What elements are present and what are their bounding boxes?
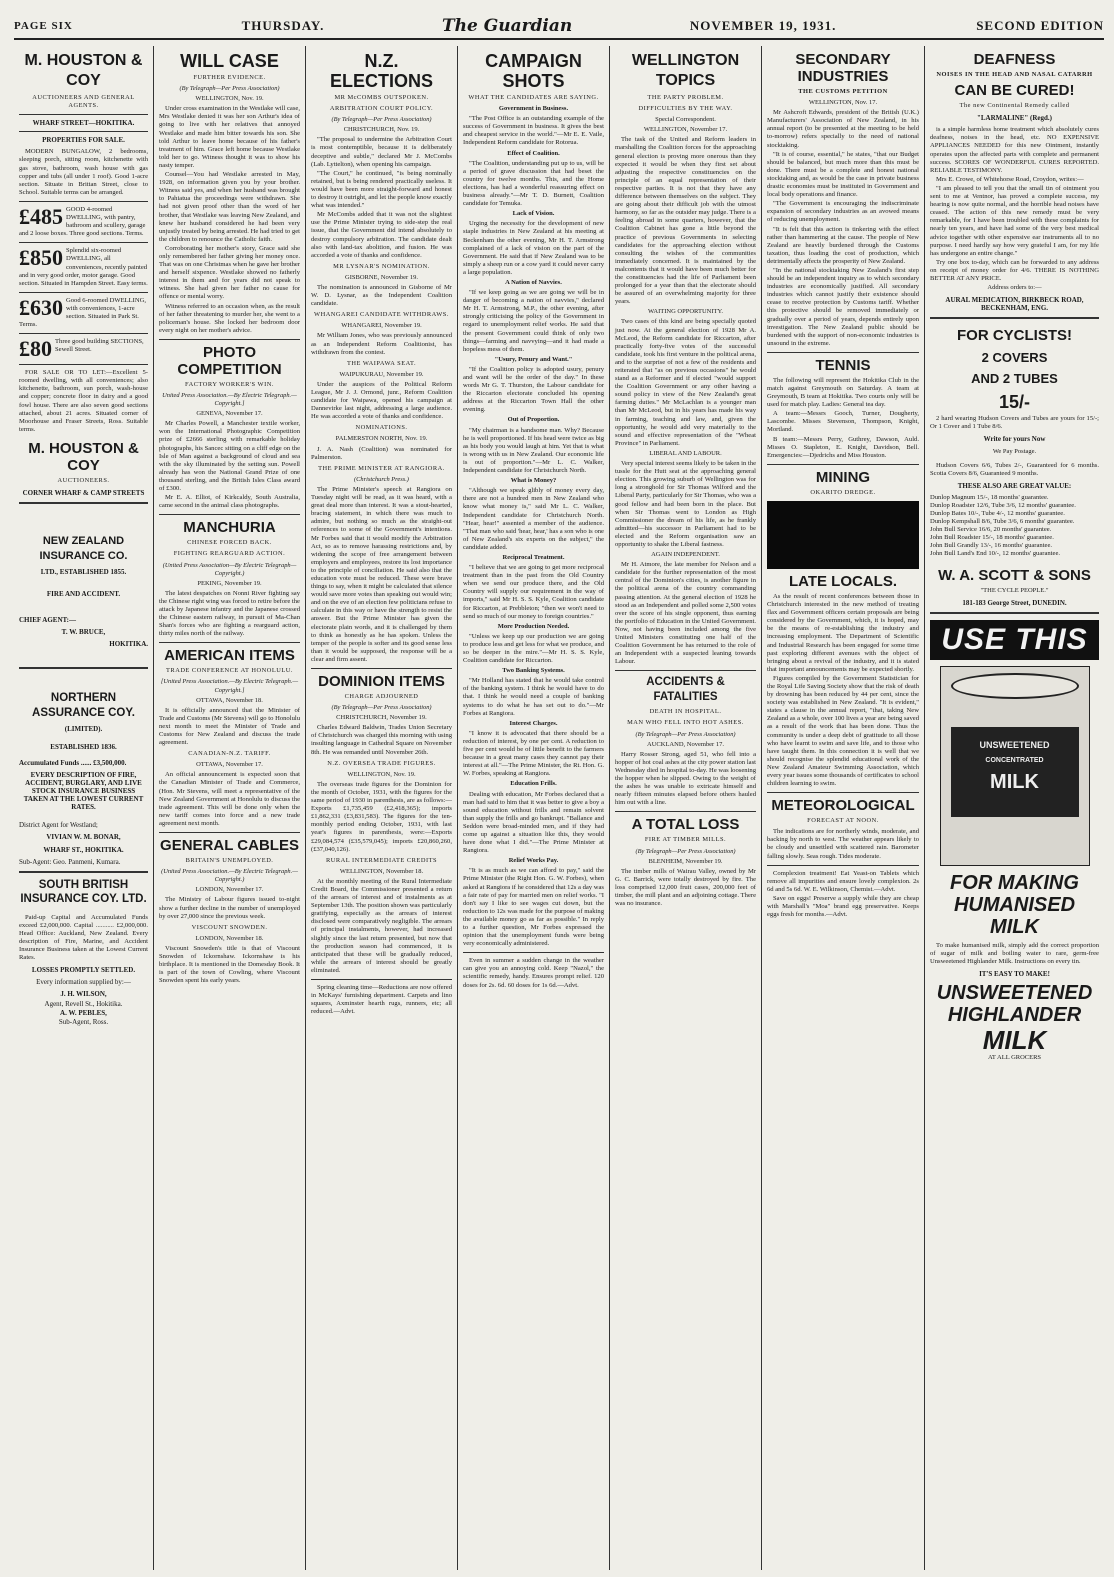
subhead: CANADIAN-N.Z. TARIFF. <box>188 750 271 758</box>
subhead: THE PRIME MINISTER AT RANGIORA. <box>318 464 445 472</box>
article-paragraph: The latest despatches on Nonni River fighting say the Chinese right wing was forced to retire before the attack by Japanese infantry and the Japanese crossed the Chinese eastern railway, in pursuit of Ma-Chan Shan's forces who are fighting a rearguard action, thirty miles north of the railway. <box>159 589 300 638</box>
dateline: WELLINGTON, Nov. 19. <box>347 770 416 778</box>
kicker: Government in Business. <box>498 105 569 113</box>
ad-making-milk: FOR MAKING HUMANISED MILK <box>950 871 1079 938</box>
ad-remedy-line: The new Continental Remedy called <box>959 102 1070 110</box>
dateline: WELLINGTON, November 17. <box>643 126 728 134</box>
article-paragraph: Under cross examination in the Westlake will case, Mrs Westlake denied it was her son Arthur's idea of going to live with her relatives that annoyed Westlake and made him bitter towards his son. She told Arthur to leave home because of his father's treatment of him. Grace left home because Westlake told her to go. Witness thought it was to show his nasty temper. <box>159 105 300 169</box>
article-paragraph: "Although we speak glibly of money every day, there are not a hundred men in New Zealand who know what money is," said Mr L. C. Walker, Independent candidate for Christchurch North. "Hear, hear!" assented a member of the audience. "That man who said 'hear, hear,' has a son who is one of New Zealand's six experts on the subject," the candidate added. <box>463 487 604 551</box>
ad-cyclists: FOR CYCLISTS! <box>957 327 1072 345</box>
south-british-heading: SOUTH BRITISH INSURANCE COY. LTD. <box>20 878 147 905</box>
ad-scott-sub: "THE CYCLE PEOPLE." <box>980 586 1049 594</box>
ad-text: Good 6-roomed DWELLING, with conveniences, 1-acre section. Situated in Park St. Terms. <box>19 296 147 329</box>
insurance-description: EVERY DESCRIPTION OF FIRE, ACCIDENT, BURGLARY, AND LIVE STOCK INSURANCE BUSINESS TAKEN AT THE LOWEST CURRENT RATES. <box>23 770 144 812</box>
subhead: BRITAIN'S UNEMPLOYED. <box>185 857 274 865</box>
kicker: Education Frills. <box>510 780 557 788</box>
dateline: WAIPUKURAU, November 19. <box>339 370 424 378</box>
kicker: Lack of Vision. <box>512 210 555 218</box>
correspondent: Special Correspondent. <box>655 116 716 124</box>
subhead: CHINESE FORCED BACK. <box>187 539 272 547</box>
south-british-text: Paid-up Capital and Accumulated Funds exceed £2,000,000. Capital ........... £2,000,000. Head Office: Auckland, New Zealand. Every description of Fire, Marine, and Accident Insurance Business taken at the Lowest Current Rates. <box>19 913 148 962</box>
article-paragraph: "It is as much as we can afford to pay," said the Prime Minister (the Right Hon. G. W. Forbes), when asked at Rangiora if he considered that 12s a day was a fair rate of pay for married men on relief works. "I don't say I like to see wages cut down, but the reduction to 12s was made for the purpose of making the available money go as far as possible." In reply to a further question, Mr Forbes expressed the opinion that the unemployment funds were being very economically administered. <box>463 867 604 948</box>
page-number: PAGE SIX <box>14 20 73 32</box>
northern-ltd: (LIMITED). <box>64 724 103 733</box>
subhead: FACTORY WORKER'S WIN. <box>185 380 274 388</box>
ad-address: AURAL MEDICATION, BIRKBECK ROAD, BECKENHAM, ENG. <box>945 296 1084 313</box>
agent-wilson-address: Agent, Revell St., Hokitika. <box>44 999 123 1008</box>
agent-bonar-address: WHARF ST., HOKITIKA. <box>43 845 124 854</box>
article-paragraph: A team:—Messrs Gooch, Turner, Dougherty, Lascombe. Misses Stevenson, Thompson, Knight, Mortland. <box>767 410 919 434</box>
article-paragraph: Viscount Snowden's title is that of Viscount Snowden of Ickornshaw. Ickornshaw is his birthplace. It is mentioned in the Domesday Book. It is part of the town of Cowling, where Viscount Snowden spent his early years. <box>159 944 300 985</box>
column-7 <box>925 46 1104 1570</box>
subhead: WHANGAREI CANDIDATE WITHDRAWS. <box>314 311 449 319</box>
article-paragraph: The task of the United and Reform leaders in marshalling the Coalition forces for the approaching general election is proving more onerous than they expected it would be when they first set about adjusting the respective constituencies on the principle of an equal representation of their respective parties. It is not that they have any difference between themselves on the subject. They are going about their difficult job with the utmost harmony, so far as the outsider may judge. There is a feeling abroad in some quarters, however, that the Coalition Cabinet has gone a little beyond the practice of previous Governments in selecting candidates for the approaching election without consulting the wishes of the communities immediately concerned. It is maintained by the malcontents that it would have been much better for the constituencies had the life of Parliament been prolonged for a year than that the electorate should be assured of an overwhelming majority for three years. <box>615 136 756 306</box>
column-4 <box>458 46 610 1570</box>
tin-label-line: CONCENTRATED <box>985 756 1044 764</box>
ad-grocers: AT ALL GROCERS <box>987 1054 1042 1062</box>
list-item: John Bull Roadster 15/-, 18 months' guarantee. <box>930 534 1054 542</box>
firm-name-2: M. HOUSTON & COY <box>28 439 139 474</box>
article-paragraph: "I believe that we are going to get more reciprocal treatment than in the past from the Old Country when we send our produce there, and the Old Country will supply our requirement in the way of imports," said Mr H. S. S. Kyle, Coalition candidate for Riccarton, at Prebbleton; "then we won't need to send so much of our money to foreign countries." <box>463 564 604 620</box>
subhead: RURAL INTERMEDIATE CREDITS <box>325 856 438 864</box>
headline-accidents: ACCIDENTS & FATALITIES <box>646 676 725 704</box>
article-paragraph: Corroborating her mother's story, Grace said she only remembered her father giving her money once. That was on one Christmas when he gave her brother and herself sixpence. Westlake showed no fatherly interest in them and for years did not speak to witness. She had given her father no cause for offence or mental worry. <box>159 244 300 301</box>
agent-pebles: A. W. PEBLES, <box>60 1008 107 1017</box>
ad-scott-address: 181-183 George Street, DUNEDIN. <box>962 598 1067 607</box>
ad-paragraph: is a simple harmless home treatment which absolutely cures deafness, noises in the head, etc. NO EXPENSIVE APPLIANCES NEEDED for this new Ointment, instantly operates upon the affected parts with complete and permanent success. SCORES OF WONDERFUL CURES REPORTED. RELIABLE TESTIMONY. <box>930 126 1099 174</box>
article-paragraph: The overseas trade figures for the Dominion for the month of October, 1931, with the figures for the same period of 1930 in parenthesis, are as follows:—Exports £1,735,459 (£2,418,365); imports £1,862,331 (£3,831,583). The figures for the ten-monthly period ending October, 1931, with last year's figures in parenthesis, were:—Exports £29,084,574 (£35,579,045); imports £20,860,260, (£37,040,126). <box>311 780 452 853</box>
subhead: THE CUSTOMS PETITION <box>798 88 888 95</box>
price: £850 <box>19 245 63 271</box>
tin-label-line: UNSWEETENED <box>979 739 1050 750</box>
ad-postage: We Pay Postage. <box>992 447 1037 455</box>
accumulated-funds: Accumulated Funds ...... £3,500,000. <box>19 758 127 767</box>
byline: (By Telegraph—Per Press Association) <box>179 85 280 93</box>
column-2 <box>154 46 306 1570</box>
kicker: Relief Works Pay. <box>508 857 559 865</box>
article-paragraph: "It is of course, essential," he states, "that our Budget should be balanced, but much more than this must be done. There must be a complete and honest national stocktaking and, as would be the case in private business drastic economies must be instituted in Government and local body operations and finance. <box>767 150 919 199</box>
kicker: Interest Charges. <box>509 719 558 727</box>
article-paragraph: Witness referred to an occasion when, as the result of her father threatening to murder her, she went to a policeman's house. She locked her bedroom door every night on her mother's advice. <box>159 302 300 334</box>
article-paragraph: The indications are for northerly winds, moderate, and backing by north to west. The weather appears likely to be cloudy and unsettled with scattered rain. Barometer falling slowly. Seas rough. Tides moderate. <box>767 828 919 860</box>
ad-scott: W. A. SCOTT & SONS <box>938 566 1091 584</box>
district-agent: District Agent for Westland; <box>19 821 98 830</box>
article-paragraph: B team:—Messrs Perry, Guthrey, Dawson, Auld. Misses O. Stapleton, E. Knight, Davidson, Bell. Emergencies:—Djedrichs and Miss Houston. <box>767 435 919 459</box>
dateline: CHRISTCHURCH, November 19. <box>336 714 427 722</box>
article-paragraph: Mr William Jones, who was previously announced as an Independent Reform Coalitionist, has withdrawn from the contest. <box>311 332 452 356</box>
advertisement: Save on eggs! Preserve a supply while they are cheap with Marshall's "Moa" brand egg preservative. Keeps eggs fresh for months.—Advt. <box>767 894 919 919</box>
dateline: AUCKLAND, November 17. <box>647 740 724 748</box>
tin-label-line: MILK <box>990 770 1039 793</box>
agent-bonar: VIVIAN W. M. BONAR, <box>46 833 121 842</box>
ad-paragraph: Mrs E. Crowe, of Whitehorse Road, Croydon, writes:— <box>936 175 1084 183</box>
column-3 <box>306 46 458 1570</box>
dateline: WELLINGTON, Nov. 19. <box>195 95 264 103</box>
ad-deafness-heading: DEAFNESS <box>973 51 1056 68</box>
headline-photo-competition: PHOTO COMPETITION <box>177 343 282 378</box>
article-paragraph: "The proposal to undermine the Arbitration Court is most contemptible, because it is deliberately deceptive and subtle," declared Mr J. McCombs (Lab. Lyttelton), when opening his campaign. <box>311 136 452 168</box>
firm-address: WHARF STREET—HOKITIKA. <box>32 119 135 128</box>
kicker: LIBERAL AND LABOUR. <box>649 449 722 457</box>
dateline: PEKING, November 19. <box>197 579 262 587</box>
headline-wellington-topics: WELLINGTON TOPICS <box>631 52 740 89</box>
article-paragraph: "Unless we keep up our production we are going to produce less and get less for what we produce, and so be deeper in the mire."—Mr H. S. S. Kyle, Coalition candidate for Riccarton. <box>463 632 604 665</box>
dateline: PALMERSTON NORTH, Nov. 19. <box>335 435 428 443</box>
subhead: N.Z. OVERSEA TRADE FIGURES. <box>327 759 436 767</box>
list-item: Dunlop Kempshall 8/6, Tube 3/6, 6 months' guarantee. <box>930 518 1075 526</box>
subhead: THE WAIPAWA SEAT. <box>346 359 417 367</box>
headline-tennis: TENNIS <box>815 356 871 374</box>
column-1 <box>14 46 154 1570</box>
article-paragraph: Mr McCombs added that it was not the slightest use the Prime Minister trying to side-step the real issue, that the Government did intend absolutely to destroy compulsory arbitration. The candidate dealt also with land-tax abolition, and fusion. He was accorded a vote of thanks and confidence. <box>311 211 452 259</box>
subhead: NOMINATIONS. <box>355 424 408 432</box>
firm-corner: CORNER WHARF & CAMP STREETS <box>22 489 145 497</box>
article-paragraph: Harry Rosser Strong, aged 51, who fell into a hopper of hot coal ashes at the city power station last Wednesday died in hospital to-day. He was loosening the hopper when he slipped. Owing to the weight of the ashes he was unable to extricate himself and nearly fifteen minutes elapsed before others hauled him out with a line. <box>615 750 756 807</box>
list-item: Dunlop Magnum 15/-, 18 months' guarantee. <box>930 493 1049 501</box>
firm-subtitle: AUCTIONEERS AND GENERAL AGENTS. <box>32 94 135 110</box>
ad-price: 15/- <box>998 392 1031 413</box>
properties-heading: PROPERTIES FOR SALE. <box>42 136 125 145</box>
nz-insurance-heading: NEW ZEALAND INSURANCE CO. <box>39 535 128 563</box>
ad-deafness-sub: NOISES IN THE HEAD AND NASAL CATARRH <box>936 71 1093 78</box>
tin-lid <box>951 673 1079 699</box>
byline: (By Telegraph—Per Press Association) <box>635 730 736 738</box>
advertisement: Complexion treatment! Eat Yeast-on Tablets which remove all impurities and ensure lovely complexion. 2s 6d and 5s 6d. W. E. Wilkinson, Chemist.—Advt. <box>767 869 919 893</box>
subhead: OKARITO DREDGE. <box>810 488 876 496</box>
subhead: MR LYSNAR'S NOMINATION. <box>333 262 430 270</box>
article-paragraph: Counsel—You had Westlake arrested in May, 1928, on information given you by your brother. Witness said yes, and when her husband was brought to Pahiatua the proceedings were withdrawn. She had not given proof other than the word of her brother, that Westlake was leaving New Zealand, and knew her husband considered he had been very unjustly treated by being arrested. He had tried to get the children to renounce the Catholic faith. <box>159 171 300 243</box>
ad-larmaline: "LARMALINE" (Regd.) <box>976 114 1053 123</box>
byline: (By Telegraph—Per Press Association) <box>331 116 432 124</box>
subhead: CHARGE ADJOURNED <box>344 693 419 700</box>
kicker: AGAIN INDEPENDENT. <box>651 551 720 559</box>
losses: LOSSES PROMPTLY SETTLED. <box>31 966 136 975</box>
ad-also: THESE ALSO ARE GREAT VALUE: <box>957 481 1072 490</box>
list-item: Dunlop Bates 10/-, Tube 4/-, 12 months' guarantee. <box>930 510 1065 517</box>
redacted-block <box>767 501 919 569</box>
kicker: More Production Needed. <box>497 622 570 630</box>
kicker: What is Money? <box>510 477 557 485</box>
article-paragraph: The timber mills of Wairau Valley, owned by Mr G. C. Barrick, were totally destroyed by fire. The loss comprised 12,000 fruit cases, 200,000 feet of timber, the mill plant and an adjoining cottage. There was no insurance. <box>615 867 756 908</box>
byline: United Press Association.—By Electric Telegraph.—Copyright.] <box>162 392 297 408</box>
brand-highlander: HIGHLANDER <box>947 1004 1082 1027</box>
subhead: ARBITRATION COURT POLICY. <box>329 105 434 113</box>
ad-cured-heading: CAN BE CURED! <box>954 82 1075 100</box>
dateline: OTTAWA, November 18. <box>196 696 263 704</box>
agent-pebles-address: Sub-Agent, Ross. <box>58 1017 109 1026</box>
firm-subtitle-2: AUCTIONEERS. <box>57 476 110 484</box>
article-paragraph: "I know it is advocated that there should be a reduction of interest, by one per cent. A reduction to five per cent would be of little benefit to the farmers because in a great many cases they cannot pay their interest at all."—The Prime Minister, the Rt. Hon. G. W. Forbes, speaking at Rangiora. <box>463 729 604 778</box>
article-paragraph: Very special interest seems likely to be taken in the tussle for the Hutt seat at the approaching general election. This growing suburb of Wellington was for long a stronghold for Sir Thomas Wilford and the Liberal Party, particularly for Sir Thomas, who was a good fellow and had been born in the place. But when Sir Thomas went to London as High Commissioner the dream of his life, as he frankly admitted—his successor in Parliament had to be elected and the Reform organisation saw an opportunity to shake the Liberal fastness. <box>615 460 756 548</box>
dateline: WELLINGTON, Nov. 17. <box>808 99 878 107</box>
kicker: Effect of Coalition. <box>507 149 560 157</box>
kicker: Two Banking Systems. <box>502 667 565 675</box>
article-paragraph: The Ministry of Labour figures issued to-night show a further decline in the number of unemployed by over 27,000 since the previous week. <box>159 896 300 920</box>
subhead: FURTHER EVIDENCE. <box>193 74 266 81</box>
subhead: FIRE AT TIMBER MILLS. <box>644 836 727 844</box>
article-paragraph: The following will represent the Hokitika Club in the match against Greymouth on Saturday. A team at Greymouth, B team at Hokitika. Two courts only will be used for match play. Ladies: General tea day. <box>767 376 919 409</box>
ad-paragraph: Try one box to-day, which can be forwarded to any address on receipt of money order for 4/6. THERE IS NOTHING BETTER AT ANY PRICE. <box>930 258 1099 282</box>
subhead: MAN WHO FELL INTO HOT ASHES. <box>627 719 744 727</box>
headline-american-items: AMERICAN ITEMS <box>164 647 295 665</box>
article-paragraph: "If the Coalition policy is adopted usury, penury and want will be the order of the day." In these words Mr G. T. Thurston, the Labour candidate for the Riccarton electorate concluded his opening address at the Riccarton Town Hall the other evening. <box>463 365 604 414</box>
northern-est: ESTABLISHED 1836. <box>50 742 117 751</box>
headline-meteorological: METEOROLOGICAL <box>771 797 915 815</box>
byline: (By Telegraph—Per Press Association) <box>635 847 736 855</box>
ad-paragraph: To make humanised milk, simply add the correct proportion of sugar of milk and boiling water to rare, germ-free Unsweetened Highlander Milk. Instructions on every tin. <box>930 941 1099 965</box>
article-paragraph: Charles Edward Baldwin, Trades Union Secretary of Christchurch was charged this morning with using insulting language in Cathedral Square on November 8th. He was remanded until November 26th. <box>311 724 452 756</box>
price: £630 <box>19 294 63 320</box>
article-paragraph: Mr Charles Powell, a Manchester textile worker, won the International Photographic Competition prize of £2666 sterling with remarkable holiday photographs, his Sancec sitting on a cliff edge on the Isle of Man against a background of cloud and sea with the sky illuminated by the setting sun. Powell already has won the National Grand Prize of one thousand sterling, and the British Isles Class award of £300. <box>159 420 300 493</box>
headline-manchuria: MANCHURIA <box>183 519 276 537</box>
article-paragraph: "My chairman is a handsome man. Why? Because he is well proportioned. If his head were twice as big as his body you would laugh at him. Yet that is what is wrong with us in New Zealand. Our economic life is out of proportion."—Mr L. C. Walker, Independent candidate for Christchurch North. <box>463 426 604 475</box>
dateline: GENEVA, November 17. <box>196 410 263 418</box>
dateline: CHRISTCHURCH, Nov. 19. <box>343 126 420 134</box>
article-paragraph: J. A. Nash (Coalition) was nominated for Palmerston. <box>311 445 452 461</box>
headline-total-loss: A TOTAL LOSS <box>631 816 740 834</box>
article-paragraph: "It is felt that this action is tinkering with the effect rather than hammering at the cause. The people of New Zealand are heavily burdened through the Customs taxation, thus loading the cost of production, which detrimentally affects the prosperity of New Zealand. <box>767 225 919 265</box>
northern-heading: NORTHERN ASSURANCE COY. <box>32 691 135 719</box>
byline: (Christchurch Press.) <box>354 475 409 483</box>
subhead: TRADE CONFERENCE AT HONOLULU. <box>166 667 293 675</box>
sub-agent: Sub-Agent: Geo. Panmeni, Kumara. <box>19 857 121 866</box>
subhead: MR McCOMBS OUTSPOKEN. <box>334 94 429 101</box>
article-paragraph: Mr Ashcroft Edwards, president of the British (U.K.) Manufacturers' Association of New Zealand, in his annual report (to be presented at the meeting to be held to-morrow) refers specially to the need of national stocktaking. <box>767 109 919 149</box>
brand-milk: MILK <box>982 1025 1047 1056</box>
headline-mining: MINING <box>815 468 871 486</box>
byline: (By Telegraph—Per Press Association) <box>331 704 432 712</box>
advertisement: Spring cleaning time—Reductions are now offered in McKays' furnishing department. Carpets and lino squares, Axminster hearth rugs, runners, etc; all reduced.—Advt. <box>311 984 452 1016</box>
ad-paragraph: 2 hard wearing Hudson Covers and Tubes are yours for 15/-; Or 1 Cover and 1 Tube 8/6. <box>930 415 1099 431</box>
tyre-list <box>930 494 1099 559</box>
agent-town: HOKITIKA. <box>109 640 148 649</box>
price: £80 <box>19 336 52 362</box>
issue-date: NOVEMBER 19, 1931. <box>689 18 837 33</box>
dateline: OTTAWA, November 17. <box>196 761 263 769</box>
price: £485 <box>19 203 63 229</box>
article-paragraph: "The Court," he continued, "is being nominally retained, but is being rendered practically useless. It would have been more straight-forward and honest to destroy it outright, and let the people know exactly what was intended." <box>311 169 452 210</box>
ad-text: GOOD 4-roomed DWELLING, with pantry, bathroom and scullery, garage and 2 loose boxes. Three good sections. Terms. <box>19 205 146 238</box>
agent-wilson: J. H. WILSON, <box>60 990 107 999</box>
article-paragraph: Mr E. A. Elliot, of Kirkcaldy, South Australia, came second in the animal class photographs. <box>159 494 300 510</box>
kicker: Out of Proportion. <box>507 416 560 424</box>
ad-text: Three good building SECTIONS, Sewell Street. <box>55 338 144 354</box>
article-paragraph: Dealing with education, Mr Forbes declared that a man had said to him that it was better to give a boy a sound education without frills and remain solvent than supply the frills and go bankrupt. "Ballance and Seddon were broad-minded men, and if they had come up against a situation like this, they would have done what I did."—The Prime Minister at Rangiora. <box>463 790 604 855</box>
tin-label <box>951 727 1079 817</box>
article-paragraph: Figures compiled by the Government Statistician for the Royal Life Saving Society show that the risk of death by drowning has been reduced by 44 per cent, since the society was established in New Zealand. "It is evident," states a clause in the annual report, "that, taking New Zealand as a whole, over 100 lives a year are being saved as a result of the work that has been done. Thus the community is under a deep debt of gratitude to all those who have learnt to swim and save life, and to those who have taught them. In this connection it is well that we should recognise the splendid educational work of the New Zealand Amateur Swimming Association, which every year issues some thousands of certificates to school children learning to swim. <box>767 674 919 788</box>
ad-dwelling-630 <box>19 294 148 329</box>
list-item: Dunlop Roadster 12/6, Tube 3/6, 12 months' guarantee. <box>930 501 1076 509</box>
article-paragraph: An official announcement is expected soon that the Canadian Minister of Trade and Commerce, (Hon. Mr Stevens, will meet a representative of the New Zealand Government at Honolulu to discuss the trade agreement. This will be done only when the new tariff comes into force and a new trade agreement next month. <box>159 771 300 827</box>
list-item: John Bull Land's End 10/-, 12 months' guarantee. <box>930 550 1061 558</box>
ad-dwelling-850 <box>19 247 148 287</box>
headline-general-cables: GENERAL CABLES <box>160 837 299 855</box>
subhead: VISCOUNT SNOWDEN. <box>191 923 268 931</box>
headline-dominion-items: DOMINION ITEMS <box>318 673 445 690</box>
ad-sale-or-let: FOR SALE OR TO LET:—Excellent 5-roomed dwelling, with all conveniences; also kitchenette, bathroom, sun porch, wash-house and copper; concrete floor in dairy and a good fowl house. There are also seven good sections attached, about 21 acres. Situated corner of Moorhouse and Fraser Streets, Ross. Suitable terms. <box>19 369 148 433</box>
headline-late-locals: LATE LOCALS. <box>788 572 898 590</box>
brand-unsweetened: UNSWEETENED <box>936 982 1093 1005</box>
article-paragraph: "If we keep going as we are going we will be in danger of becoming a nation of navvies," declared Mr H. T. Armstrong, M.P., the other evening, after strongly criticising the policy of the Government in regard to unemployment relief works. He said that the present Government could think of only two things—farming and navvying—and it had made a hopeless mess of them. <box>463 289 604 353</box>
article-paragraph: "Mr Holland has stated that he would take control of the banking system. I think he would have to do that. I think he would need a couple of banking systems to do what he has set out to do."—Mr Forbes at Rangiora. <box>463 677 604 717</box>
article-paragraph: Mr H. Atmore, the late member for Nelson and a candidate for the further representation of the most central of the Dominion's cities, is another figure in the political arena of the country commanding passing attention. At the general election of 1928 he stood as an Independent and polled some 2,500 votes over the score of his single opponent, thus earning the portfolio of Education in the United Government. Now, not having been included among the five United Ministers constituting one half of the Coalition Government he has returned to the role of an Independent with a suspected leaning towards Labour. <box>615 561 756 666</box>
subhead: THE PARTY PROBLEM. <box>647 94 724 101</box>
subhead: FORECAST AT NOON. <box>807 817 879 825</box>
article-paragraph: Under the auspices of the Political Reform League, Mr J. J. Ormond, junr., Reform Coalition candidate for Waipawa, opened his campaign at Dannevirke last night, addressing a large audience. He was accorded a vote of thanks and confidence. <box>311 380 452 421</box>
day: THURSDAY. <box>241 18 325 33</box>
ad-paragraph: Hudson Covers 6/6, Tubes 2/-, Guaranteed for 6 months. Scotia Covers 8/6, Guaranteed 9 months. <box>930 461 1099 477</box>
subhead: DEATH IN HOSPITAL. <box>649 708 722 716</box>
masthead <box>14 14 1104 40</box>
article-paragraph: At the monthly meeting of the Rural Intermediate Credit Board, the Commissioner presented a return of the arrears of interest and of instalments as at September 13th. The position shown was particularly gratifying, especially as the arrears of interest disclosed were comparatively negligible. The arrears of principal instalments, however, had increased slightly since the last return presented, but now that the production season had commenced, it is anticipated that these will be gradually reduced, while the arrears of interest should be greatly eliminated. <box>311 877 452 974</box>
ad-address-label: Address orders to:— <box>987 284 1042 292</box>
kicker: A Nation of Navvies. <box>505 278 562 286</box>
info-supplied: Every information supplied by:— <box>36 978 131 987</box>
headline-secondary-industries: SECONDARY INDUSTRIES <box>795 51 891 85</box>
subhead: DIFFICULTIES BY THE WAY. <box>638 105 733 113</box>
kicker: "Usury, Penury and Want." <box>494 355 573 363</box>
column-6 <box>762 46 925 1570</box>
dateline: GISBORNE, November 19. <box>345 273 418 281</box>
ad-sections-80 <box>19 338 148 360</box>
ad-bungalow: MODERN BUNGALOW, 2 bedrooms, sleeping porch, sitting room, kitchenette with gas stove, bathroom, wash house with gas copper and tubs (all under 1 roof). Good 1-acre section. Situate in Brittan Street, close to School. Suitable terms can be arranged. <box>19 148 148 196</box>
article-paragraph: Urging the necessity for the development of new staple industries in New Zealand at his meeting at Beckenham the other evening, Mr H. T. Armstrong complained of a lack of vision on the part of the Government. He said that if New Zealand was to be simply a sheep run or a cow yard it could never carry a large population. <box>463 220 604 276</box>
ad-tubes: AND 2 TUBES <box>971 371 1058 387</box>
article-paragraph: The Prime Minister's speech at Rangiora on Tuesday night will be read, as it was heard, with a great deal more than interest. It was a stout-hearted, bracing statement, in which there was much to admire, but nothing so much as the straight-out references to some of the Government's intentions. Mr Forbes said that it would modify the Arbitration Act, so as to remove harassing restrictions and, by widening the scope of free arrangement between employers and employees, restore its lost importance to the principle of conciliation. He said also that the education vote must be reduced. These were brave things to say, when it might be calculated that silence would save more votes than speaking out would win; and on the eve of an election few politicians refuse to calculate in this way or have the strength to resist the answer. But the Prime Minister has given the electorate plain words, and it is challenged by them to think as honestly as he has spoken. Unless the temper of the people is softer and its good sense less than it would be supposed, the response will be a clear and firm assent. <box>311 485 452 663</box>
milk-tin-illustration <box>940 666 1090 866</box>
ad-write: Write for yours Now <box>983 435 1046 444</box>
headline-will-case: WILL CASE <box>180 51 279 71</box>
byline: [United Press Association.—By Electric Telegraph.—Copyright.] <box>160 678 299 694</box>
dateline: BLENHEIM, November 19. <box>648 857 723 865</box>
advertisement: Even in summer a sudden change in the weather can give you an annoying cold. Keep "Nazol," the scientific remedy, handy. Ensures prompt relief. 120 doses for 2s. 6d. 60 doses for 1s 6d.—Advt. <box>463 957 604 989</box>
columns <box>14 46 1104 1570</box>
article-paragraph: "In the national stocktaking New Zealand's first step should be an independent inquiry as to which secondary industries are economically justified. All secondary industries which cannot justify their existence should cease to receive protection by Customs tariff. Whether this protective should be removed immediately or gradually over a period of years, depends entirely upon investigation. The New Zealand public should be burdened with the support of non-economic industries is unsound in the extreme. <box>767 266 919 347</box>
article-paragraph: The nomination is announced in Gisborne of Mr W. D. Lysnar, as the Independent Coalition candidate. <box>311 283 452 308</box>
article-paragraph: "The Post Office is an outstanding example of the success of Government in business. It gives the best and cheapest service in the world."—Mr E. E. Vaile, Independent Reform candidate for Rotorua. <box>463 115 604 147</box>
dateline: WHANGAREI, November 19. <box>341 322 422 330</box>
fire-accident: FIRE AND ACCIDENT. <box>46 590 121 599</box>
article-paragraph: It is officially announced that the Minister of Trade and Customs (Mr Stevens) will go to Honolulu next month to meet the Minister of Trade and Customs for New Zealand and discuss the trade agreement. <box>159 706 300 747</box>
kicker: WAITING OPPORTUNITY. <box>648 308 723 316</box>
subhead: FIGHTING REARGUARD ACTION. <box>173 550 286 558</box>
byline: (United Press Association—By Electric Telegraph—Copyright.) <box>162 561 297 577</box>
article-paragraph: As the result of recent conferences between those in Christchurch interested in the new method of treating flax and Government officers certain proposals are being considered by the Government, which, it is hoped, may be the means of re-establishing the industry and increasing employment. The Department of Scientific and Industrial Research has been engaged for some time past exploring different avenues with the object of bringing about a revival of the industry, and it is stated that important announcements may be expected shortly. <box>767 592 919 673</box>
list-item: John Bull Service 16/6, 20 months' guarantee. <box>930 526 1052 534</box>
subhead: WHAT THE CANDIDATES ARE SAYING. <box>468 94 599 101</box>
ad-use-this-banner: USE THIS <box>930 620 1099 660</box>
article-paragraph: "The Coalition, understanding put up to us, will be a period of grave discussion that had beset the country for twelve months. This, and the Home elections, has had a wonderful reassuring effect on business already."—Mr T. D. Burnett, Coalition candidate for Temuka. <box>463 159 604 208</box>
paper-name: The Guardian <box>441 16 573 36</box>
column-5 <box>610 46 762 1570</box>
nz-insurance-est: LTD., ESTABLISHED 1855. <box>40 568 127 577</box>
article-paragraph: "The Government is encouraging the indiscriminate expansion of secondary industries as an avowed means of reducing unemployment. <box>767 200 919 224</box>
ad-text: Splendid six-roomed DWELLING, all conveniences, recently painted and in very good order, motor garage. Good section. Situated in Hampden Street. Easy terms. <box>19 247 148 287</box>
kicker: Reciprocal Treatment. <box>502 553 565 561</box>
dateline: WELLINGTON, November 18. <box>339 867 424 875</box>
headline-campaign-shots: CAMPAIGN SHOTS <box>485 51 582 91</box>
chief-agent: CHIEF AGENT:— <box>19 616 76 625</box>
ad-paragraph: "I am pleased to tell you that the small tin of ointment you sent to me at Ventnor, has proved a complete success, my hearing is now quite normal, and the horrible head noises have ceased. The action of this new remedy must be very remarkable, for I have been troubled with these complaints for nearly ten years, and have had some of the very best medical advice together with other expensive ear instruments all to no purpose. I need hardly say how very grateful I am, for my life has undergone an entire change." <box>930 184 1099 257</box>
firm-name: M. HOUSTON & COY <box>24 52 143 89</box>
ad-dwelling-485 <box>19 203 148 238</box>
article-paragraph: Two cases of this kind are being specially quoted just now. At the general election of 1928 Mr A. McLeod, the Reform candidate for Riccarton, after practically forty-five votes of the successful candidate, took his first venture in the political arena, and to the surprise of not a few of the residents and reiterated that "as on previous occasions" he would stand as a Reformer and if elected "would support the Coalition Government or any other having a sound policy in view of the New Zealand's great farming duties." Mr McLachlan is a younger man than Mr McLeod, but in his years has made his way in farming, teaching and law, and, given the opportunity, he would add very materially to the sound and effective representation of the "Wheat Province" in Parliament. <box>615 318 756 447</box>
ad-covers: 2 COVERS <box>981 350 1048 366</box>
dateline: LONDON, November 18. <box>195 934 264 942</box>
list-item: John Bull Grandly 13/-, 16 months' guarantee. <box>930 542 1053 550</box>
headline-nz-elections: N.Z. ELECTIONS <box>329 51 433 91</box>
dateline: LONDON, November 17. <box>195 886 264 894</box>
agent-bruce: T. W. BRUCE, <box>61 628 106 637</box>
ad-easy: IT'S EASY TO MAKE! <box>979 969 1050 978</box>
edition: SECOND EDITION <box>976 18 1104 33</box>
byline: (United Press Association.—By Electric Telegraph.—Copyright.) <box>161 868 298 884</box>
